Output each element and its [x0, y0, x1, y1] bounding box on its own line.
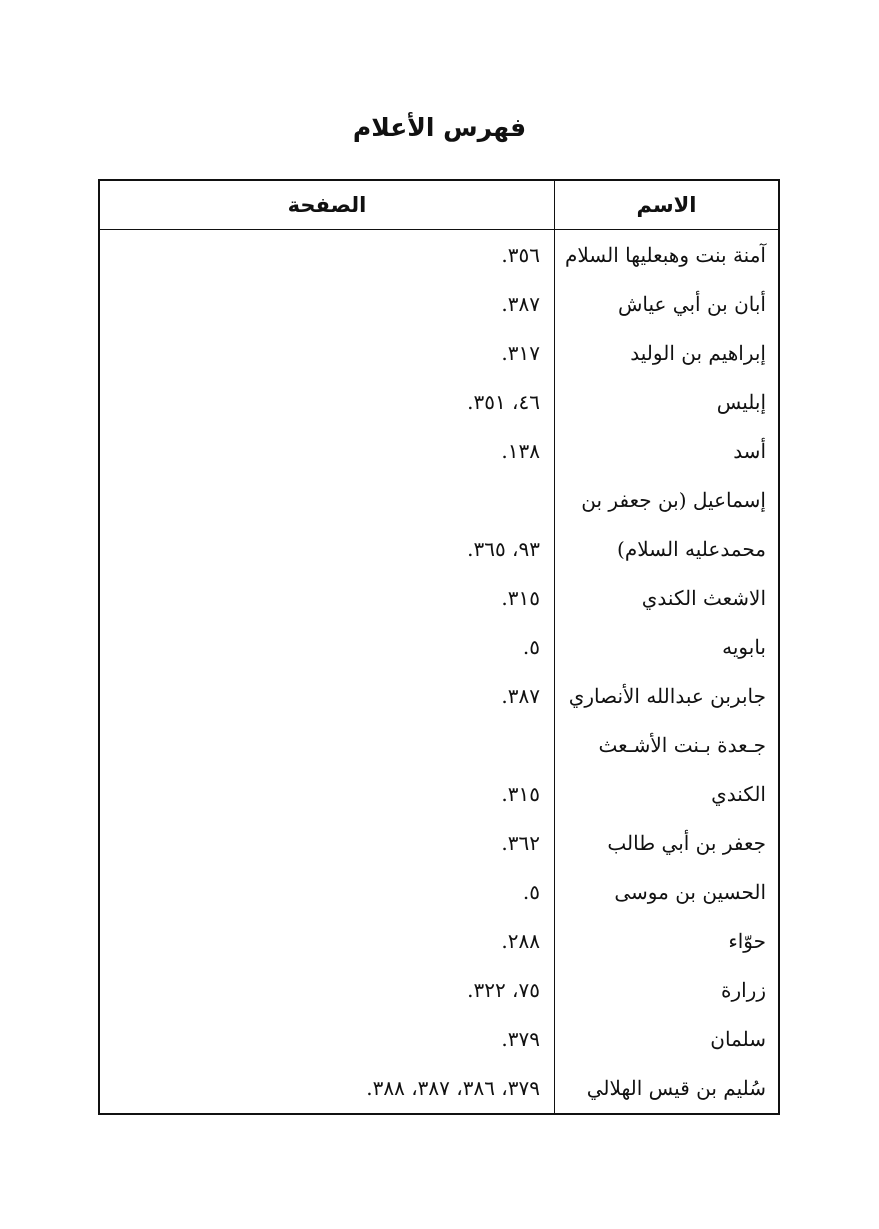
pages-cell: ٥.	[522, 880, 540, 904]
page-title: فهرس الأعلام	[352, 113, 527, 142]
table-row	[100, 280, 778, 329]
name-cell: جـعدة بـنت الأشـعث	[598, 733, 766, 757]
table-row	[100, 231, 778, 280]
name-cell: سُليم بن قيس الهلالي	[586, 1076, 766, 1100]
name-cell: زرارة	[720, 978, 766, 1002]
table-row	[100, 966, 778, 1015]
pages-cell: ٧٥، ٣٢٢.	[467, 978, 540, 1002]
pages-cell: ٩٣، ٣٦٥.	[467, 537, 540, 561]
name-cell: أسد	[733, 439, 766, 463]
pages-cell: ٣٨٧.	[501, 292, 540, 316]
pages-cell: ٣٥٦.	[501, 243, 540, 267]
name-cell: الكندي	[711, 782, 766, 806]
pages-cell: ١٣٨.	[501, 439, 540, 463]
pages-cell	[100, 476, 554, 525]
name-cell: إسماعيل (بن جعفر بن	[581, 488, 766, 512]
index-table	[98, 179, 780, 1115]
name-cell: الحسين بن موسى	[614, 880, 766, 904]
table-body	[100, 231, 778, 1113]
name-cell: حوّاء	[728, 929, 766, 953]
pages-cell	[100, 721, 554, 770]
pages-cell: ٢٨٨.	[501, 929, 540, 953]
table-row	[100, 623, 778, 672]
name-cell: بابويه	[722, 635, 766, 659]
pages-cell: ٣١٥.	[501, 782, 540, 806]
name-cell: جابربن عبدالله الأنصاري	[568, 684, 766, 708]
table-row	[100, 1064, 778, 1113]
table-row	[100, 427, 778, 476]
name-cell: سلمان	[710, 1027, 766, 1051]
name-cell: أبان بن أبي عياش	[617, 292, 766, 316]
pages-cell: ٣١٧.	[501, 341, 540, 365]
pages-cell: ٣٧٩.	[501, 1027, 540, 1051]
pages-cell: ٣١٥.	[501, 586, 540, 610]
header-rule	[100, 229, 778, 230]
table-row	[100, 1015, 778, 1064]
header-pages: الصفحة	[287, 193, 367, 217]
pages-cell: ٣٦٢.	[501, 831, 540, 855]
pages-cell: ٤٦، ٣٥١.	[467, 390, 540, 414]
name-cell: آمنة بنت وهبعليها السلام	[564, 243, 766, 267]
table-row	[100, 868, 778, 917]
name-cell: محمدعليه السلام)	[617, 537, 766, 561]
table-row	[100, 476, 778, 525]
table-row	[100, 329, 778, 378]
name-cell: جعفر بن أبي طالب	[607, 831, 766, 855]
name-cell: إبليس	[716, 390, 766, 414]
table-row	[100, 819, 778, 868]
table-row	[100, 672, 778, 721]
table-row	[100, 721, 778, 770]
header-name: الاسم	[636, 193, 697, 217]
table-row	[100, 574, 778, 623]
name-cell: إبراهيم بن الوليد	[630, 341, 766, 365]
pages-cell: ٣٨٧.	[501, 684, 540, 708]
name-cell: الاشعث الكندي	[641, 586, 766, 610]
table-row	[100, 917, 778, 966]
pages-cell: ٣٧٩، ٣٨٦، ٣٨٧، ٣٨٨.	[366, 1076, 540, 1100]
table-row	[100, 525, 778, 574]
pages-cell: ٥.	[522, 635, 540, 659]
table-row	[100, 770, 778, 819]
table-row	[100, 378, 778, 427]
